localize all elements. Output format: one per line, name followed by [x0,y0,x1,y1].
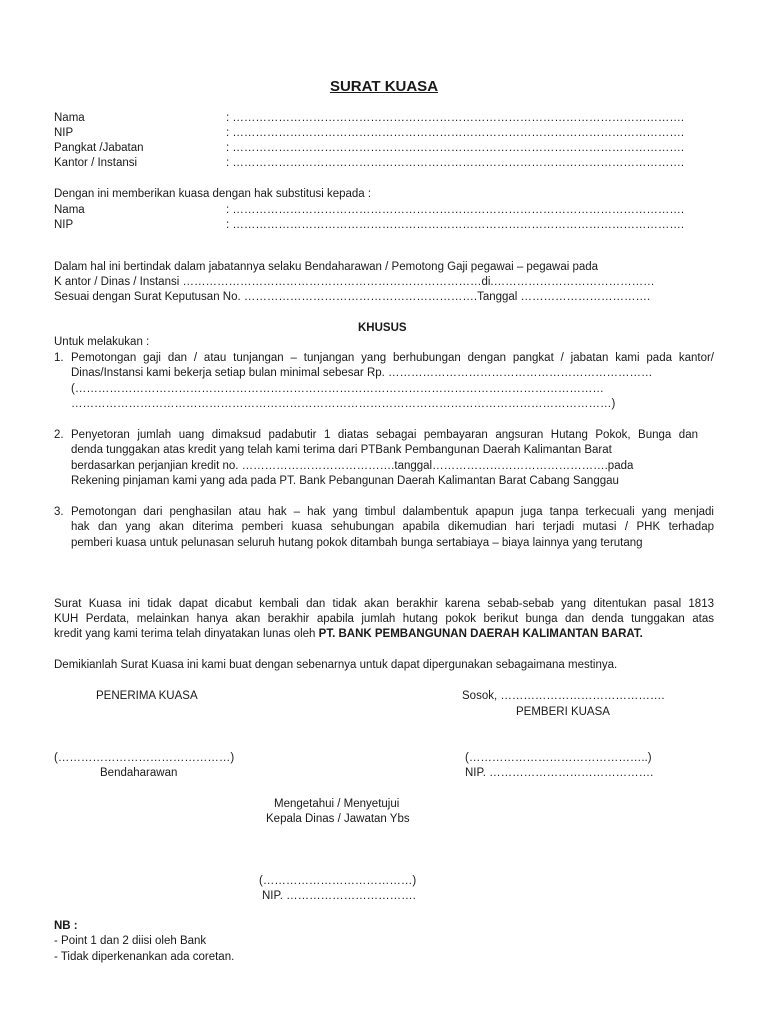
point-2-line-1: Penyetoran jumlah uang dimaksud padabutir 1 diatas sebagai pembayaran angsuran Hutang Pokok, Bunga dan [71,429,698,441]
kantor-label: Kantor / Instansi [54,157,138,169]
nama-field[interactable]: : ………………………………………………………………………………………………………. [226,112,685,124]
point-3-line-3: pemberi kuasa untuk pelunasan seluruh hutang pokok ditambah bunga sertabiaya – biaya lainnya yang terutang [71,537,643,549]
closing-line-3 [54,628,643,640]
point-1-line-4: ……………………………………………………………………………………………………………………………) [71,398,616,410]
pemberi-kuasa-heading: PEMBERI KUASA [516,706,610,718]
nip-field[interactable]: : ………………………………………………………………………………………………………. [226,127,685,139]
point-1-line-1: Pemotongan gaji dan / atau tunjangan – tunjangan yang berhubungan dengan pangkat / jabatan kami pada kantor/ [71,352,714,364]
demikian-line: Demikianlah Surat Kuasa ini kami buat dengan sebenarnya untuk dapat dipergunakan sebagaimana mestinya. [54,659,618,671]
bank-name: PT. BANK PEMBANGUNAN DAERAH KALIMANTAN BARAT. [318,628,643,640]
kuasa-intro: Dengan ini memberikan kuasa dengan hak substitusi kepada : [54,188,372,200]
point-3-line-2: hak dan yang akan diterima pemberi kuasa sehubungan apabila dikemudian hari terjadi mutasi / PHK terhadap [71,521,714,533]
pangkat-field[interactable]: : ………………………………………………………………………………………………………. [226,142,685,154]
kepala-nip[interactable]: NIP. ……………………………. [262,890,416,902]
point-3-number: 3. [54,506,64,518]
point-1-line-3: (………………………………………………………………………………………………………………………… [71,383,604,395]
kuasa-nip-label: NIP [54,219,74,231]
kantor-field[interactable]: : ………………………………………………………………………………………………………. [226,157,685,169]
kuasa-nama-field[interactable]: : ………………………………………………………………………………………………………. [226,204,685,216]
bendaharawan-label: Bendaharawan [100,767,178,779]
nb-title: NB : [54,920,78,932]
point-3-line-1: Pemotongan dari penghasilan atau hak – hak yang timbul dalambentuk apapun juga tanpa terkecuali yang menjadi [71,506,714,518]
closing-line-2: KUH Perdata, melainkan hanya akan berakhir apabila jumlah hutang pokok berikut bunga dan denda tunggakan atas [54,613,714,625]
place-date[interactable]: Sosok, ……………………………………. [462,690,665,702]
pangkat-label: Pangkat /Jabatan [54,142,144,154]
kepala-signature-line[interactable]: (…………………………………) [259,875,417,887]
kuasa-nip-field[interactable]: : ………………………………………………………………………………………………………. [226,219,685,231]
untuk-melakukan: Untuk melakukan : [54,336,150,348]
closing-line-1: Surat Kuasa ini tidak dapat dicabut kembali dan tidak akan berakhir karena sebab-sebab yang ditentukan pasal 1813 [54,598,714,610]
kuasa-nama-label: Nama [54,204,85,216]
nama-label: Nama [54,112,85,124]
penerima-signature-line[interactable]: (………………………………………) [54,752,235,764]
point-2-number: 2. [54,429,64,441]
pemberi-nip[interactable]: NIP. ……………………………………. [465,767,654,779]
nb-item-2: - Tidak diperkenankan ada coretan. [54,951,235,963]
bertindak-line-3: Sesuai dengan Surat Keputusan No. …………………………………………………….Tanggal ……………………………. [54,291,651,303]
nip-label: NIP [54,127,74,139]
point-2-line-3: berdasarkan perjanjian kredit no. ………………………………….tanggal……………………………………….pada [71,460,634,472]
bertindak-line-2: K antor / Dinas / Instansi ……………………………………………………………………di.…………………………………… [54,276,655,288]
khusus-heading: KHUSUS [358,322,407,334]
point-2-line-2: denda tunggakan atas kredit yang telah kami terima dari PTBank Pembangunan Daerah Kalimantan Barat [71,444,612,456]
nb-item-1: - Point 1 dan 2 diisi oleh Bank [54,935,207,947]
pemberi-signature-line[interactable]: (………………………………………..) [465,752,652,764]
point-2-line-4: Rekening pinjaman kami yang ada pada PT. Bank Pebangunan Daerah Kalimantan Barat Cabang Sanggau [71,475,619,487]
bertindak-line-1: Dalam hal ini bertindak dalam jabatannya selaku Bendaharawan / Pemotong Gaji pegawai – pegawai pada [54,261,599,273]
kepala-dinas-label: Kepala Dinas / Jawatan Ybs [266,813,410,825]
document-title: SURAT KUASA [329,78,439,95]
mengetahui-label: Mengetahui / Menyetujui [274,798,400,810]
penerima-kuasa-heading: PENERIMA KUASA [96,690,198,702]
point-1-number: 1. [54,352,64,364]
point-1-line-2: Dinas/Instansi kami bekerja setiap bulan minimal sebesar Rp. …………………………………………………………… [71,367,653,379]
closing-line-3-text: kredit yang kami terima telah dinyatakan lunas oleh [54,628,316,640]
